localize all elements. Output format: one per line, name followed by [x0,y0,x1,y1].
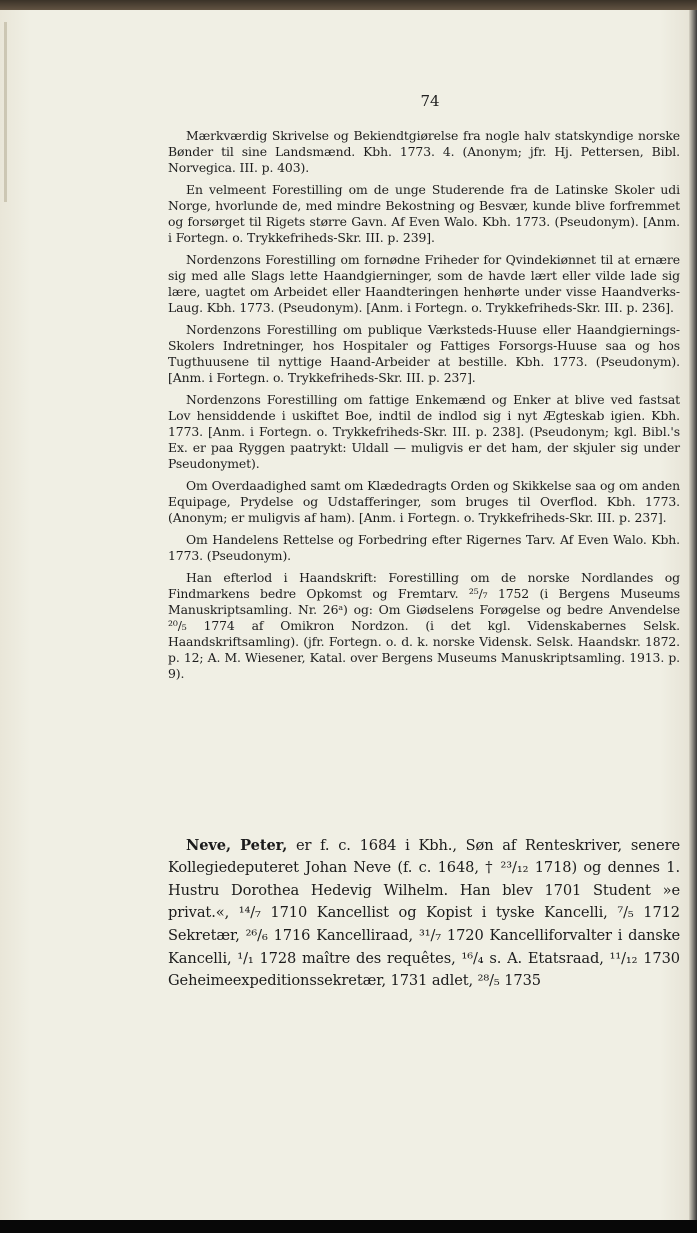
page-number: 74 [420,92,440,110]
bibliography-entry: Mærkværdig Skrivelse og Bekiendtgiørelse fra nogle halv statskyndige norske Bønder til sine Landsmænd. Kbh. 1773. 4. (Anonym; jfr. Hj. Pettersen, Bibl. Norvegica. III. p. 403). [168,128,680,175]
bibliography-entry: Om Overdaadighed samt om Klædedragts Orden og Skikkelse saa og om anden Equipage, Prydelse og Udstafferinger, som bruges til Overflod. Kbh. 1773. (Anonym; er muligvis af ham). [Anm. i Fortegn. o. Trykkefriheds-Skr. III. p. 237]. [168,478,680,525]
biography-paragraph [168,835,680,993]
page-fold-shadow [4,22,7,202]
bibliography-list [168,128,680,688]
bibliography-entry: Nordenzons Forestilling om fattige Enkemænd og Enker at blive ved fastsat Lov hensiddende i uskiftet Boe, indtil de indlod sig i nyt Ægteskab igien. Kbh. 1773. [Anm. i Fortegn. o. Trykkefriheds-Skr. III. p. 238]. (Pseudonym; kgl. Bibl.'s Ex. er paa Ryggen paatrykt: Uldall — muligvis er det ham, der skjuler sig under Pseudonymet). [168,392,680,471]
bibliography-entry: Nordenzons Forestilling om publique Værksteds-Huuse eller Haandgiernings-Skolers Indretninger, hos Hospitaler og Fattiges Forsorgs-Huuse saa og hos Tugthuusene til nyttige Haand-Arbeider at bestille. Kbh. 1773. (Pseudonym). [Anm. i Fortegn. o. Trykkefriheds-Skr. III. p. 237]. [168,322,680,385]
biography-text: er f. c. 1684 i Kbh., Søn af Renteskriver, senere Kollegiedeputeret Johan Neve (f. c. 1648, † ²³/₁₂ 1718) og dennes 1. Hustru Dorothea Hedevig Wilhelm. Han blev 1701 Student »e privat.«, ¹⁴/₇ 1710 Kancellist og Kopist i tyske Kancelli, ⁷/₅ 1712 Sekretær, ²⁶/₆ 1716 Kancelliraad, ³¹/₇ 1720 Kancelliforvalter i danske Kancelli, ¹/₁ 1728 maître des requêtes, ¹⁶/₄ s. A. Etatsraad, ¹¹/₁₂ 1730 Geheimeexpeditionssekretær, 1731 adlet, ²⁸/₅ 1735 [168,836,681,990]
biography-name: Neve, Peter, [186,836,288,854]
bibliography-entry: Om Handelens Rettelse og Forbedring efter Rigernes Tarv. Af Even Walo. Kbh. 1773. (Pseudonym). [168,532,680,563]
bibliography-entry: En velmeent Forestilling om de unge Studerende fra de Latinske Skoler udi Norge, hvorlunde de, med mindre Bekostning og Besvær, kunde blive forfremmet og forsørget til Rigets større Gavn. Af Even Walo. Kbh. 1773. (Pseudonym). [Anm. i Fortegn. o. Trykkefriheds-Skr. III. p. 239]. [168,182,680,245]
bibliography-entry: Nordenzons Forestilling om fornødne Friheder for Qvindekiønnet til at ernære sig med alle Slags lette Haandgierninger, som de havde lært eller vilde lade sig lære, uagtet om Arbeidet eller Haandteringen henhørte under visse Haandverks-Laug. Kbh. 1773. (Pseudonym). [Anm. i Fortegn. o. Trykkefriheds-Skr. III. p. 236]. [168,252,680,315]
book-right-edge [689,10,697,1220]
manuscript-note: Han efterlod i Haandskrift: Forestilling om de norske Nordlandes og Findmarkens bedre Opkomst og Fremtarv. ²⁵/₇ 1752 (i Bergens Museums Manuskriptsamling. Nr. 26ᵃ) og: Om Giødselens Forøgelse og bedre Anvendelse ²⁰/₅ 1774 af Omikron Nordzon. (i det kgl. Videnskabernes Selsk. Haandskriftsamling). (jfr. Fortegn. o. d. k. norske Vidensk. Selsk. Haandskr. 1872. p. 12; A. M. Wiesener, Katal. over Bergens Museums Manuskriptsamling. 1913. p. 9). [168,570,680,681]
scan-bottom-border [0,1220,697,1233]
